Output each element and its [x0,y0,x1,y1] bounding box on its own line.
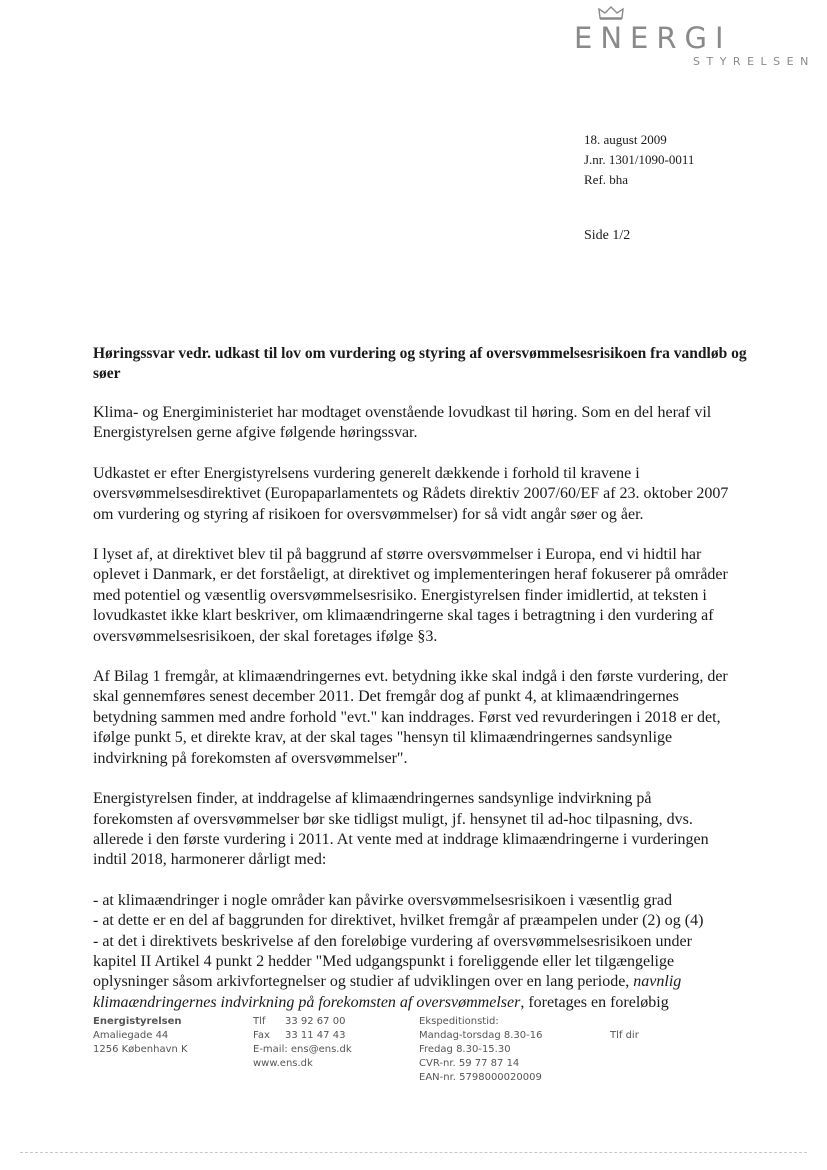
paragraph: Udkastet er efter Energistyrelsens vurdering generelt dækkende i forhold til kravene i oversvømmelsesdirektivet (Europaparlamentets og Rådets direktiv 2007/60/EF af 23. oktober 2007 om vurdering og styring af risikoen for oversvømmelser) for så vidt angår søer og åer. [93,464,729,523]
scan-edge-line [20,1152,807,1153]
letter-body [93,403,733,1013]
energistyrelsen-logo [560,6,820,72]
fax-label: Fax [253,1030,270,1041]
paragraph: Af Bilag 1 fremgår, at klimaændringernes evt. betydning ikke skal indgå i den første vurdering, der skal gennemføres senest december 2011. Det fremgår dog af punkt 4, at klimaændringernes betydning sammen med andre forhold "evt." kan inddrages. Først ved revurderingen i 2018 er det, ifølge punkt 5, et direkte krav, at der skal tages "hensyn til klimaændringernes sandsynlige indvirkning på forekomsten af oversvømmelser". [93,668,728,767]
cvr-number: CVR-nr. 59 77 87 14 [419,1058,520,1069]
footer-hours [419,1015,543,1085]
reference: Ref. bha [584,172,629,187]
footer-org: Energistyrelsen [93,1016,182,1027]
list-item [93,932,733,1014]
list-item-text: - at det i direktivets beskrivelse af den foreløbige vurdering af oversvømmelsesrisikoen under kapitel II Artikel 4 punkt 2 hedder "Med udgangspunkt i foreliggende eller let tilgængelige oplysninger såsom arkivfortegnelser og studier af udviklingen over en lang periode, [93,932,692,991]
logo-wordmark: ENERGI [574,21,732,55]
ean-number: EAN-nr. 5798000020009 [419,1072,542,1083]
footer-web: www.ens.dk [253,1058,313,1069]
letter-date: 18. august 2009 [584,132,667,147]
document-title: Høringssvar vedr. udkast til lov om vurdering og styring af oversvømmelsesrisikoen fra vandløb og søer [93,345,747,382]
hours-label: Ekspeditionstid: [419,1016,499,1027]
paragraph: Energistyrelsen finder, at inddragelse af klimaændringernes sandsynlige indvirkning på forekomsten af oversvømmelser bør ske tidligst muligt, jf. hensynet til ad-hoc tilpasning, dvs. allerede i den første vurdering i 2011. At vente med at inddrage klimaændringerne i vurderingen indtil 2018, harmonerer dårligt med: [93,790,709,869]
paragraph: I lyset af, at direktivet blev til på baggrund af større oversvømmelser i Europa, end vi hidtil har oplevet i Danmark, er det forståeligt, at direktivet og implementeringen heraf fokuserer på områder med potentiel og væsentlig oversvømmelsesrisiko. Energistyrelsen finder imidlertid, at teksten i lovudkastet ikke klart beskriver, om klimaændringerne skal tages i betragtning i den vurdering af oversvømmelsesrisikoen, der skal foretages ifølge §3. [93,546,728,645]
footer-address [93,1015,188,1057]
footer-direct [610,1015,639,1043]
footer-city: 1256 København K [93,1044,188,1055]
letter-meta [584,130,694,190]
footer-email: E-mail: ens@ens.dk [253,1044,352,1055]
list-item-text-end: , foretages en foreløbig [520,993,669,1011]
crown-icon [598,6,624,20]
tlf-label: Tlf [253,1016,266,1027]
tlf-dir-label: Tlf dir [610,1030,639,1041]
tlf-number: 33 92 67 00 [285,1016,346,1027]
list-item: - at dette er en del af baggrunden for direktivet, hvilket fremgår af præampelen under (2) og (4) [93,912,704,930]
page-number: Side 1/2 [584,228,631,243]
journal-number: J.nr. 1301/1090-0011 [584,152,695,167]
hours-friday: Fredag 8.30-15.30 [419,1044,511,1055]
footer-contact [253,1015,352,1071]
italic-quote: navnlig klimaændringernes indvirkning på forekomsten af oversvømmelser [93,973,682,1011]
letter-footer [93,1015,693,1089]
paragraph: Klima- og Energiministeriet har modtaget ovenstående lovudkast til høring. Som en del heraf vil Energistyrelsen gerne afgive følgende høringssvar. [93,404,712,442]
logo-subtitle: STYRELSEN [693,55,815,68]
fax-number: 33 11 47 43 [285,1030,346,1041]
footer-street: Amaliegade 44 [93,1030,169,1041]
hours-weekday: Mandag-torsdag 8.30-16 [419,1030,543,1041]
list-item: - at klimaændringer i nogle områder kan påvirke oversvømmelsesrisikoen i væsentlig grad [93,891,672,909]
